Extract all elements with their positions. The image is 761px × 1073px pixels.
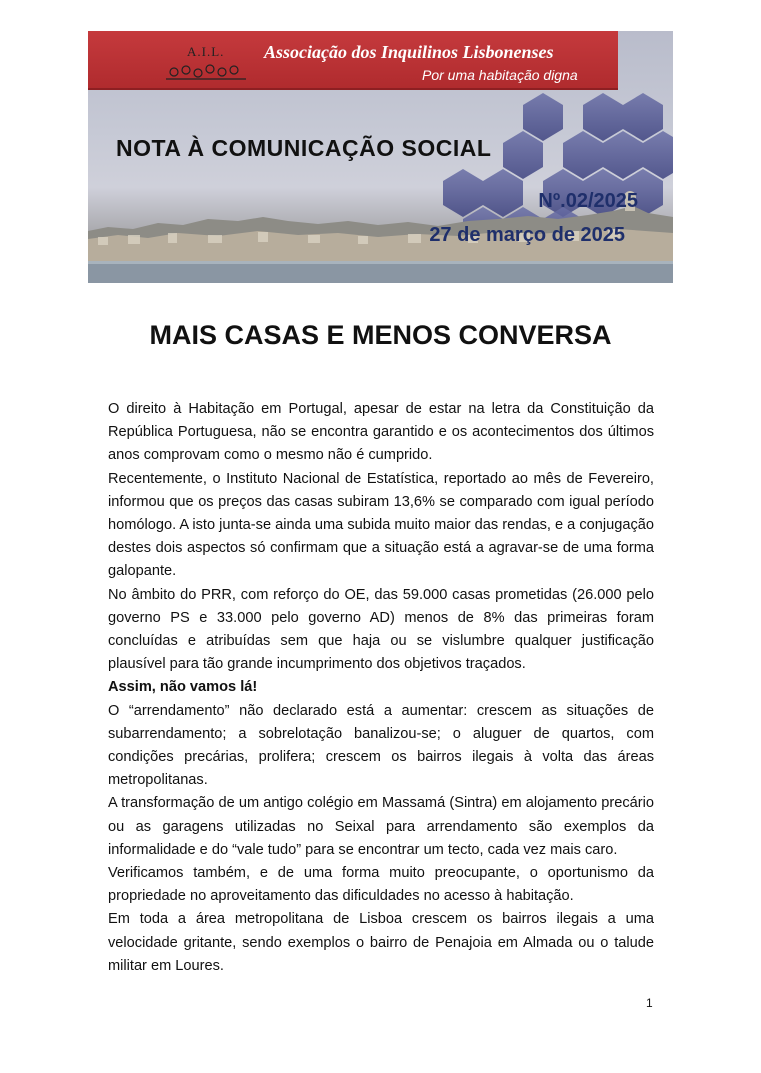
paragraph: O “arrendamento” não declarado está a aumentar: crescem as situações de subarrendamento; a sobrelotação banalizou-se; o aluguer de quartos, com condições precárias, prolifera; crescem os bairros ilegais à volta das áreas metropolitanas. — [108, 702, 654, 789]
banner-heading: NOTA À COMUNICAÇÃO SOCIAL — [116, 135, 492, 161]
paragraph: O direito à Habitação em Portugal, apesar de estar na letra da Constituição da República Portuguesa, não se encontra garantido e os acontecimentos dos últimos anos comprovam como o mesmo não é cumprido. — [108, 401, 654, 464]
paragraph: Em toda a área metropolitana de Lisboa crescem os bairros ilegais a uma velocidade gritante, sendo exemplos o bairro de Penajoia em Almada ou o talude militar em Loures. — [108, 911, 654, 974]
logo-text: A.I.L. — [187, 44, 225, 59]
emphasis-statement: Assim, não vamos lá! — [108, 679, 258, 696]
article-body — [108, 398, 654, 978]
note-number: Nº.02/2025 — [538, 190, 638, 212]
association-name: Associação dos Inquilinos Lisbonenses — [264, 42, 554, 62]
paragraph: Verificamos também, e de uma forma muito preocupante, o oportunismo da propriedade no aproveitamento das dificuldades no acesso à habitação. — [108, 865, 654, 905]
logo-mark — [166, 60, 246, 82]
association-tagline: Por uma habitação digna — [422, 67, 578, 83]
page-number: 1 — [646, 996, 653, 1010]
paragraph: No âmbito do PRR, com reforço do OE, das 59.000 casas prometidas (26.000 pelo governo PS e 33.000 pelo governo AD) menos de 8% das primeiras foram concluídas e atribuídas sem que haja ou se vislumbre qualquer justificação plausível para tão grande incumprimento dos objetivos traçados. — [108, 586, 654, 673]
note-date: 27 de março de 2025 — [429, 224, 625, 246]
header-banner — [88, 31, 673, 283]
paragraph: A transformação de um antigo colégio em Massamá (Sintra) em alojamento precário ou as garagens utilizadas no Seixal para arrendamento são exemplos da informalidade e do “vale tudo” para se encontrar um tecto, cada vez mais caro. — [108, 795, 654, 858]
page-title: MAIS CASAS E MENOS CONVERSA — [149, 320, 612, 350]
paragraph: Recentemente, o Instituto Nacional de Estatística, reportado ao mês de Fevereiro, informou que os preços das casas subiram 13,6% se comparado com igual período homólogo. A isto junta-se ainda uma subida muito maior das rendas, e a conjugação destes dois aspectos só confirmam que a situação está a agravar-se de uma forma galopante. — [108, 470, 654, 580]
